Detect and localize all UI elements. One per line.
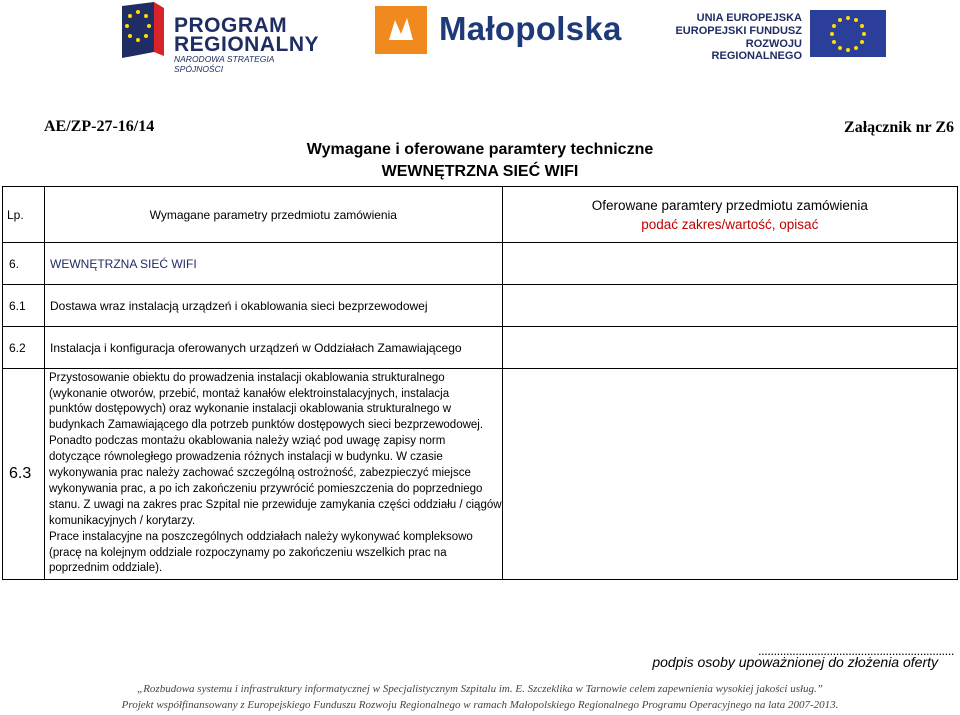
row-lp: 6.2	[3, 327, 45, 369]
signature-label: podpis osoby upoważnionej do złożenia oferty	[652, 654, 938, 670]
eu-logo-line1: UNIA EUROPEJSKA	[696, 12, 802, 24]
eu-flag-icon	[810, 10, 886, 57]
row-text: WEWNĘTRZNA SIEĆ WIFI	[45, 243, 503, 285]
program-flag-icon	[120, 2, 166, 60]
document-title: Wymagane i oferowane paramtery techniczne	[306, 141, 654, 158]
row-text-line: dotyczące równoległego prowadzenia różnych instalacji w budynku. W czasie	[49, 451, 443, 464]
table-row	[3, 369, 958, 580]
malopolska-logo	[375, 6, 635, 56]
table-header-row	[3, 187, 958, 243]
row-text-line: (pracę na kolejnym oddziale rozpoczynamy po zakończeniu wszelkich prac na	[49, 546, 447, 559]
header-offered	[502, 187, 957, 243]
row-text-line: wykonywania prac, a po ich zakończeniu przywrócić pomieszczenia do poprzedniego	[49, 482, 483, 495]
document-id: AE/ZP-27-16/14	[44, 118, 155, 135]
program-logo-line2: REGIONALNY	[174, 33, 320, 56]
program-regionalny-logo	[120, 2, 320, 74]
annex-label: Załącznik nr Z6	[844, 119, 954, 136]
row-text-line: komunikacyjnych / korytarzy.	[49, 514, 196, 527]
specification-table	[2, 186, 958, 580]
offered-cell[interactable]	[502, 285, 957, 327]
table-row	[3, 327, 958, 369]
malopolska-logo-text: Małopolska	[439, 10, 622, 47]
header-offered-line1: Oferowane paramtery przedmiotu zamówienia	[591, 197, 868, 213]
program-logo-line3: NARODOWA STRATEGIA SPÓJNOŚCI	[174, 54, 275, 74]
row-text: Instalacja i konfiguracja oferowanych urządzeń w Oddziałach Zamawiającego	[45, 327, 503, 369]
row-text: Dostawa wraz instalacją urządzeń i okablowania sieci bezprzewodowej	[45, 285, 503, 327]
row-text-line: poprzednim oddziale).	[49, 562, 163, 575]
row-lp: 6.1	[3, 285, 45, 327]
row-text-line: stanu. Z uwagi na zakres prac Szpital nie przewiduje zamykania części oddziału / ciągów	[49, 498, 502, 511]
row-text-line: Przystosowanie obiektu do prowadzenia instalacji okablowania strukturalnego	[49, 371, 445, 384]
offered-cell[interactable]	[502, 243, 957, 285]
offered-cell[interactable]	[502, 327, 957, 369]
row-text-line: wykonywania prac należy zachować szczególną ostrożność, zabezpieczyć miejsce	[49, 467, 471, 480]
row-text-line: punktów dostępowych) oraz wykonanie instalacji okablowania strukturalnego w	[49, 403, 452, 416]
row-text-line: Ponadto podczas montażu okablowania należy wziąć pod uwagę zapisy norm	[49, 435, 446, 448]
eu-logo-line2: EUROPEJSKI FUNDUSZ	[675, 25, 802, 37]
row-text-line: Prace instalacyjne na poszczególnych oddziałach należy wykonywać kompleksowo	[49, 530, 473, 543]
offered-cell[interactable]	[502, 369, 957, 580]
malopolska-emblem-icon	[375, 6, 427, 54]
program-logo-line1: PROGRAM	[174, 14, 288, 37]
row-lp: 6.	[3, 243, 45, 285]
row-lp: 6.3	[3, 369, 45, 580]
row-text-multiline	[45, 369, 503, 580]
row-text-line: (wykonanie otworów, przebić, montaż kanałów elektroinstalacyjnych, instalacja	[49, 387, 450, 400]
signature-line: ...............................................................	[757, 643, 954, 658]
footer-project-title: „Rozbudowa systemu i infrastruktury informatycznej w Specjalistycznym Szpitalu im. E. Szczeklika w Tarnowie celem zapewnienia wysokiej jakości usług.”	[137, 683, 823, 695]
header-offered-line2: podać zakres/wartość, opisać	[641, 216, 819, 232]
table-row	[3, 243, 958, 285]
footer-cofinancing: Projekt współfinansowany z Europejskiego Funduszu Rozwoju Regionalnego w ramach Małopolskiego Regionalnego Programu Operacyjnego na lata 2007-2013.	[121, 699, 839, 711]
document-subtitle: WEWNĘTRZNA SIEĆ WIFI	[381, 163, 579, 180]
table-row	[3, 285, 958, 327]
header-lp: Lp.	[3, 187, 45, 243]
header-required: Wymagane parametry przedmiotu zamówienia	[45, 187, 503, 243]
eu-logo-line3: ROZWOJU REGIONALNEGO	[711, 38, 802, 62]
row-text-line: budynkach Zamawiającego dla potrzeb punktów dostępowych sieci bezprzewodowej.	[49, 419, 484, 432]
eu-logo	[672, 10, 892, 62]
